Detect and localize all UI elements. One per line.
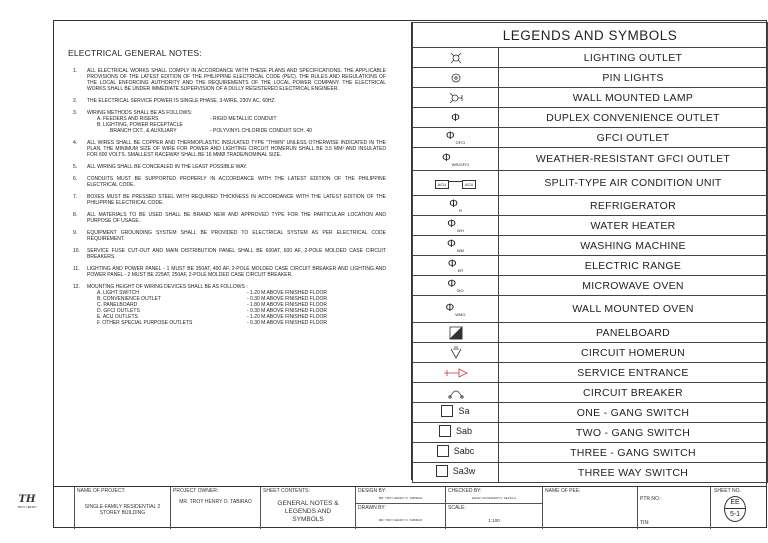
checked-value: ENGR. ROVENSON V. SEVILLA: [472, 496, 516, 500]
subitem-label: B. LIGHTING, POWER RECEPTACLE: [97, 122, 183, 128]
subitem-value: - 0.30 M ABOVE FINISHED FLOOR: [247, 308, 328, 314]
lighting-outlet-icon: [413, 48, 499, 68]
note-number: 2.: [73, 98, 78, 104]
legend-row: [413, 443, 768, 463]
subitem-value: - 0.30 M ABOVE FINISHED FLOOR: [247, 296, 328, 302]
subitem-label: C. PANELBOARD: [97, 302, 138, 308]
note-item: [68, 248, 386, 260]
subitem-label: E. ACU OUTLETS: [97, 314, 138, 320]
subitem-label: A. LIGHT SWITCH: [97, 290, 139, 296]
note-item: [68, 212, 386, 224]
project-name: SINGLE-FAMILY RESIDENTIAL 2 STOREY BUILDING: [84, 504, 161, 516]
switch-icon: [413, 463, 499, 483]
note-text: CONDUITS MUST BE SUPPORTED PROPERLY IN ACCORDANCE WITH THE LATEST EDITION OF THE PHILIPPINE ELECTRICAL CODE.: [87, 176, 386, 188]
design-label: DESIGN BY:: [358, 488, 387, 494]
special-outlet-icon: $\Phi_{WM}$: [413, 236, 499, 256]
legend-label: DUPLEX CONVENIENCE OUTLET: [499, 108, 768, 128]
legend-label: WEATHER-RESISTANT GFCI OUTLET: [499, 148, 768, 171]
legend-row: [413, 463, 768, 483]
legend-label: THREE - GANG SWITCH: [499, 443, 768, 463]
note-text: WIRING METHODS SHALL BE AS FOLLOWS:: [87, 110, 193, 116]
legend-table-area: [411, 22, 768, 480]
note-number: 1.: [73, 68, 78, 74]
note-number: 5.: [73, 164, 78, 170]
acu-tag: ACU: [435, 180, 449, 189]
subitem-value: - 1.20 M ABOVE FINISHED FLOOR: [247, 290, 328, 296]
legend-row: [413, 216, 768, 236]
owner-cell: [170, 487, 260, 529]
symbol-tag: WH: [457, 228, 464, 233]
special-outlet-icon: $\Phi_{ER}$: [413, 256, 499, 276]
note-item: [68, 98, 386, 104]
note-text: MOUNTING HEIGHT OF WIRING DEVICES SHALL BE AS FOLLOWS :: [87, 284, 248, 290]
note-text: THE ELECTRICAL SERVICE POWER IS SINGLE PHASE, 3-WIRE, 230V AC, 60HZ.: [87, 98, 276, 104]
legend-row: [413, 171, 768, 196]
contents-label: SHEET CONTENTS:: [263, 488, 310, 494]
legend-row: [413, 236, 768, 256]
note-item: [68, 68, 386, 92]
company-logo: [15, 494, 39, 509]
legend-row: [413, 296, 768, 323]
subitem-label: BRANCH CKT., & AUXILIARY: [110, 128, 177, 134]
ptr-label: PTR NO.:: [640, 496, 662, 502]
acu-tag: ACU: [462, 180, 476, 189]
legend-title: LEGENDS AND SYMBOLS: [413, 23, 768, 48]
special-outlet-icon: $\Phi_{WH}$: [413, 216, 499, 236]
legend-row: [413, 88, 768, 108]
contents-cell: [260, 487, 355, 529]
switch-icon: [413, 443, 499, 463]
drawn-label: DRAWN BY:: [358, 505, 386, 511]
wall-lamp-icon: [413, 88, 499, 108]
gfci-outlet-icon: $\Phi_{GFCI}$: [413, 128, 499, 148]
legend-label: WATER HEATER: [499, 216, 768, 236]
note-number: 12.: [73, 284, 80, 290]
legend-label: PANELBOARD: [499, 323, 768, 343]
owner-label: PROJECT OWNER:: [173, 488, 219, 494]
legend-label: WALL MOUNTED OVEN: [499, 296, 768, 323]
note-text: ALL WIRING SHALL BE CONCEALED IN THE LEAST POSSIBLE WAY.: [87, 164, 248, 170]
note-number: 6.: [73, 176, 78, 182]
switch-tag: Sa3w: [452, 466, 476, 476]
note-item: [68, 176, 386, 188]
legend-label: ELECTRIC RANGE: [499, 256, 768, 276]
subitem-label: A. FEEDERS AND RISERS: [97, 116, 159, 122]
legend-label: SPLIT-TYPE AIR CONDITION UNIT: [499, 171, 768, 196]
note-number: 10.: [73, 248, 80, 254]
logo-text: TROY HENRY: [17, 505, 37, 509]
subitem-value: - 1.80 M ABOVE FINISHED FLOOR: [247, 302, 328, 308]
note-subitem: [87, 128, 386, 134]
pin-light-icon: [413, 68, 499, 88]
sheet-no-label: SHEET NO.: [714, 488, 741, 494]
legend-row: [413, 128, 768, 148]
project-label: NAME OF PROJECT:: [77, 488, 126, 494]
switch-icon: [413, 423, 499, 443]
legend-row: [413, 323, 768, 343]
note-number: 7.: [73, 194, 78, 200]
subitem-label: D. GFCI OUTLETS: [97, 308, 140, 314]
subitem-value: - POLYVINYL CHLORIDE CONDUIT SCH. 40: [210, 128, 312, 134]
legend-label: GFCI OUTLET: [499, 128, 768, 148]
note-text: SERVICE FUSE CUT-OUT AND MAIN DISTRIBUTION PANEL SHALL BE 600AT, 600 AF, 2-POLE MOLDED CASE CIRCUIT BREAKERS.: [87, 248, 386, 260]
note-number: 8.: [73, 212, 78, 218]
owner-name: MR. TROY HENRY O. TABIRAO: [179, 499, 252, 505]
note-number: 11.: [73, 266, 80, 272]
contents-value: GENERAL NOTES & LEGENDS AND SYMBOLS: [277, 500, 339, 523]
notes-list: [68, 68, 386, 326]
legend-label: CIRCUIT BREAKER: [499, 383, 768, 403]
legend-row: [413, 148, 768, 171]
switch-tag: Sa: [458, 406, 470, 416]
legend-row: [413, 108, 768, 128]
checked-cell: [445, 487, 542, 529]
legend-label: SERVICE ENTRANCE: [499, 363, 768, 383]
legend-label: LIGHTING OUTLET: [499, 48, 768, 68]
legend-row: [413, 48, 768, 68]
legend-row: [413, 383, 768, 403]
legend-label: THREE WAY SWITCH: [499, 463, 768, 483]
subitem-value: - 1.20 M ABOVE FINISHED FLOOR: [247, 314, 328, 320]
legend-label: CIRCUIT HOMERUN: [499, 343, 768, 363]
subitem-value: - RIGID METALLIC CONDUIT: [210, 116, 277, 122]
legend-row: [413, 256, 768, 276]
tin-label: TIN:: [640, 520, 650, 526]
symbol-tag: WMO: [455, 311, 466, 317]
air-condition-unit-icon: [413, 171, 499, 196]
sheet-code: EE: [730, 499, 740, 506]
note-text: ALL MATERIALS TO BE USED SHALL BE BRAND NEW AND APPROVED TYPE FOR THE PARTICULAR LOCATION AND PURPOSE OF USAGE.: [87, 212, 386, 224]
pee-label: NAME OF PEE:: [545, 488, 581, 494]
legend-row: [413, 68, 768, 88]
note-number: 3.: [73, 110, 78, 116]
panelboard-icon: [413, 323, 499, 343]
legend-row: [413, 423, 768, 443]
switch-tag: Sab: [455, 426, 472, 436]
note-subitem: [87, 320, 386, 326]
symbol-tag: GFCI: [455, 140, 466, 145]
legend-label: ONE - GANG SWITCH: [499, 403, 768, 423]
legend-label: MICROWAVE OVEN: [499, 276, 768, 296]
wr-gfci-outlet-icon: $\Phi_{WR/GFCI}$: [413, 148, 499, 171]
note-number: 9.: [73, 230, 78, 236]
subitem-label: B. CONVENIENCE OUTLET: [97, 296, 161, 302]
switch-icon: [413, 403, 499, 423]
general-notes: [68, 48, 386, 332]
note-text: ALL ELECTRICAL WORKS SHALL COMPLY IN ACCORDANCE WITH THESE PLANS AND SPECIFICATIONS. THE APPLICABLE PROVISIONS OF THE LATEST EDITION OF THE PHILIPPINE ELECTRICAL CODE (PEC). THE RULES AND REGULATIONS OF THE LOCAL ENFORCING AUTHORITY AND THE REQUIREMENTS OF THE LOCAL POWER COMPANY. THE ELECTRICAL WORKS SHALL BE UNDER IMMEDIATE SUPERVISION OF A DULLY REGISTERED ELECTRICAL ENGINEER.: [87, 68, 386, 92]
drawn-value: MR. TROY HENRY O. TABIRAO: [378, 518, 423, 522]
note-text: ALL WIRES SHALL BE COPPER AND THERMOPLASTIC INSULATED TYPE "THWN" UNLESS OTHERWISE INDICATED IN THE PLAN. THE MINIMUM SIZE OF WIRE FOR POWER AND LIGHTING CIRCUIT HOMERUN SHALL BE 3.5 MM² AND INSULATED FOR 600 VOLTS. SMALLEST RACEWAY SHALL BE 16 MMØ TRADE/NOMINAL SIZE.: [87, 140, 386, 158]
symbol-tag: WM: [456, 248, 464, 253]
note-item: [68, 110, 386, 134]
symbol-tag: WR/GFCI: [451, 161, 470, 167]
logo-mark: TH: [18, 494, 36, 505]
title-block: [53, 486, 767, 529]
legend-table: [412, 22, 768, 483]
special-outlet-icon: $\Phi_{WMO}$: [413, 296, 499, 323]
legend-label: PIN LIGHTS: [499, 68, 768, 88]
legend-row: [413, 403, 768, 423]
symbol-tag: MO: [457, 288, 464, 293]
legend-row: [413, 343, 768, 363]
legend-label: TWO - GANG SWITCH: [499, 423, 768, 443]
subitem-label: F. OTHER SPECIAL PURPOSE OUTLETS: [97, 320, 193, 326]
note-item: [68, 284, 386, 326]
switch-tag: Sabc: [453, 446, 475, 456]
note-item: [68, 164, 386, 170]
note-item: [68, 194, 386, 206]
note-item: [68, 266, 386, 278]
note-text: LIGHTING AND POWER PANEL - 1 MUST BE 350AT, 400 AF, 2-POLE MOLDED CASE CIRCUIT BREAKER AND LIGHTING AND POWER PANEL - 2 MUST BE 225AT, 250AF, 2-POLE MOLDED CASE CIRCUIT BREAKER.: [87, 266, 386, 278]
symbol-tag: R: [458, 208, 462, 213]
legend-row: [413, 196, 768, 216]
note-item: [68, 230, 386, 242]
sheet-number: 5-1: [729, 511, 741, 518]
circuit-breaker-icon: [413, 383, 499, 403]
legend-label: REFRIGERATOR: [499, 196, 768, 216]
scale-label: SCALE:: [448, 505, 466, 511]
legend-row: [413, 276, 768, 296]
ptr-cell: [637, 487, 710, 529]
note-text: BOXES MUST BE PRESSED STEEL WITH REQUIRED THICKNESS IN ACCORDANCE WITH THE LATEST EDITION OF THE PHILIPPINE ELECTRICAL CODE.: [87, 194, 386, 206]
circuit-homerun-icon: [413, 343, 499, 363]
sheet-number-badge: [724, 496, 746, 522]
project-cell: [74, 487, 170, 529]
notes-title: ELECTRICAL GENERAL NOTES:: [68, 48, 202, 58]
pee-cell: [542, 487, 637, 529]
note-item: [68, 140, 386, 158]
special-outlet-icon: $\Phi_R$: [413, 196, 499, 216]
subitem-value: - 0.30 M ABOVE FINISHED FLOOR: [247, 320, 328, 326]
legend-label: WASHING MACHINE: [499, 236, 768, 256]
scale-value: 1:100: [488, 518, 500, 523]
service-entrance-icon: [413, 363, 499, 383]
checked-label: CHECKED BY:: [448, 488, 482, 494]
legend-label: WALL MOUNTED LAMP: [499, 88, 768, 108]
legend-row: [413, 363, 768, 383]
duplex-outlet-icon: Φ: [413, 108, 499, 128]
note-text: EQUIPMENT GROUNDING SYSTEM SHALL BE PROVIDED TO ELECTRICAL SYSTEM AS PER ELECTRICAL CODE REQUIREMENT.: [87, 230, 386, 242]
design-cell: [355, 487, 445, 529]
note-number: 4.: [73, 140, 78, 146]
design-value: MR. TROY HENRY O. TABIRAO: [378, 496, 423, 500]
special-outlet-icon: $\Phi_{MO}$: [413, 276, 499, 296]
symbol-tag: ER: [457, 268, 464, 273]
